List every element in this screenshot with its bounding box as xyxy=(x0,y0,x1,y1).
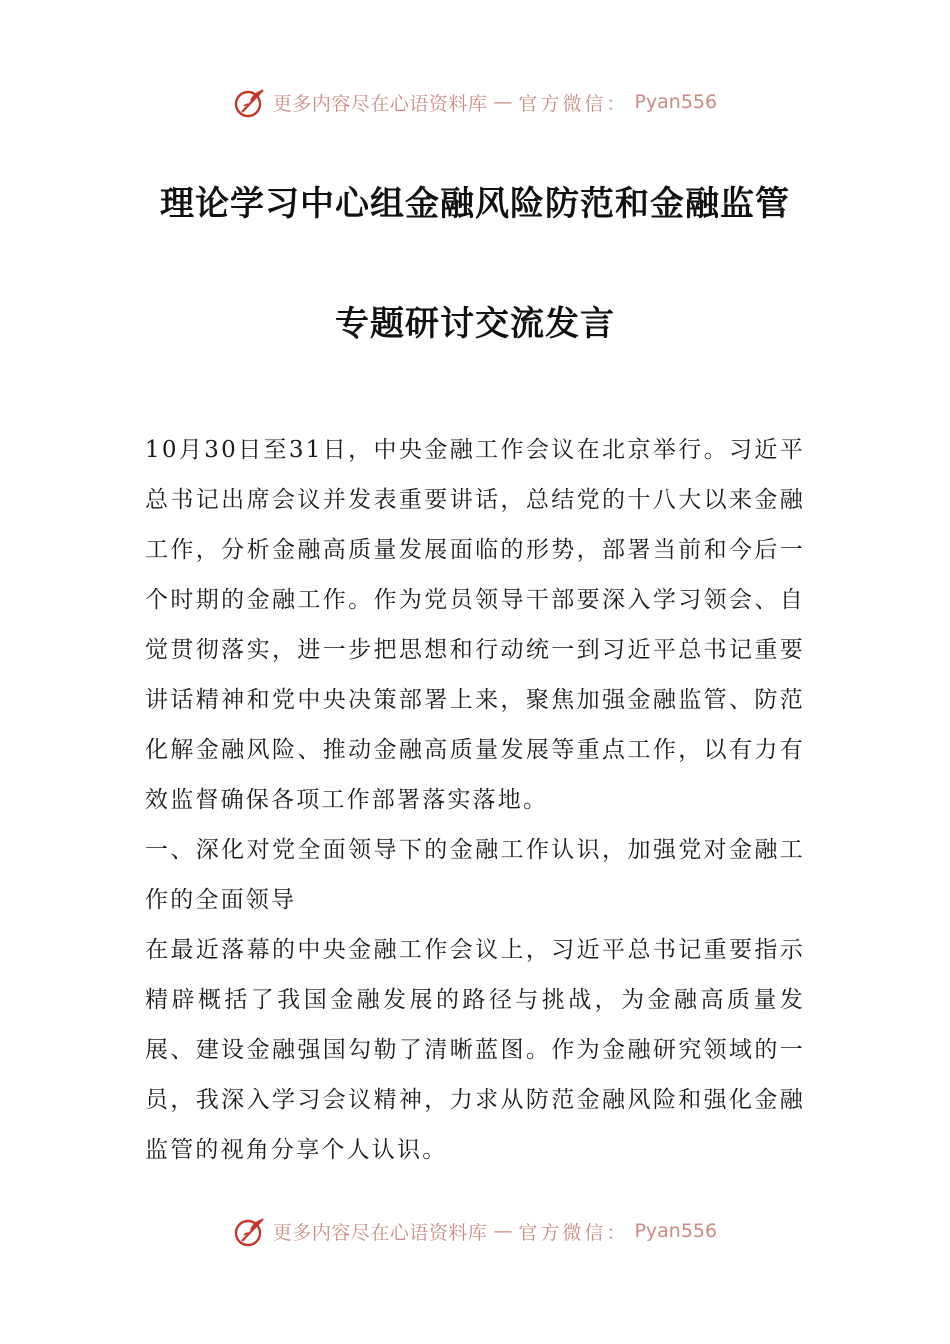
body-paragraph-intro: 10月30日至31日，中央金融工作会议在北京举行。习近平总书记出席会议并发表重要讲话，总结党的十八大以来金融工作，分析金融高质量发展面临的形势，部署当前和今后一个时期的金融工作。作为党员领导干部要深入学习领会、自觉贯彻落实，进一步把思想和行动统一到习近平总书记重要讲话精神和党中央决策部署上来，聚焦加强金融监管、防范化解金融风险、推动金融高质量发展等重点工作，以有力有效监督确保各项工作部署落实落地。 xyxy=(145,437,805,813)
header-watermark xyxy=(0,82,950,122)
watermark-site-text: 更多内容尽在心语资料库 xyxy=(272,92,488,115)
body-paragraph-section-1: 在最近落幕的中央金融工作会议上，习近平总书记重要指示精辟概括了我国金融发展的路径与挑战，为金融高质量发展、建设金融强国勾勒了清晰蓝图。作为金融研究领域的一员，我深入学习会议精神，力求从防范金融风险和强化金融监管的视角分享个人认识。 xyxy=(145,937,805,1163)
watermark-separator: — xyxy=(493,1220,513,1242)
section-heading-1: 一、深化对党全面领导下的金融工作认识，加强党对金融工作的全面领导 xyxy=(145,837,805,913)
watermark-separator: — xyxy=(493,91,513,113)
watermark-official-label: 官方微信： xyxy=(518,1221,629,1244)
document-title-line-2: 专题研讨交流发言 xyxy=(335,304,615,344)
watermark-site-text: 更多内容尽在心语资料库 xyxy=(272,1221,488,1244)
watermark-wechat-id: Pyan556 xyxy=(634,1220,718,1242)
quill-pen-circle-icon xyxy=(233,1214,267,1248)
watermark-wechat-id: Pyan556 xyxy=(634,91,718,113)
quill-pen-circle-icon xyxy=(233,85,267,119)
footer-watermark xyxy=(0,1211,950,1251)
document-body xyxy=(145,425,805,1175)
watermark-official-label: 官方微信： xyxy=(518,92,629,115)
document-title-line-1: 理论学习中心组金融风险防范和金融监管 xyxy=(160,184,790,224)
